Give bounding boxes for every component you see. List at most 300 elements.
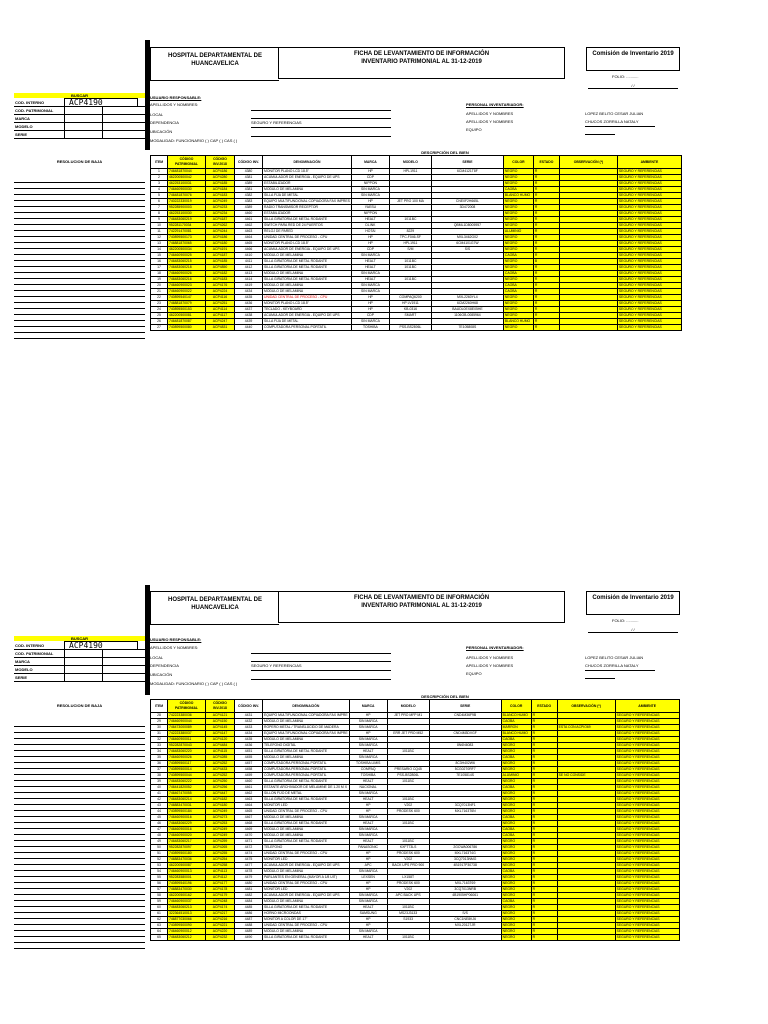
table-cell: ACP4250 bbox=[206, 779, 235, 785]
table-cell: 4468 bbox=[235, 821, 263, 827]
table-cell: 4479 bbox=[235, 875, 263, 881]
modelo-row bbox=[14, 123, 145, 131]
table-cell: NEGRO bbox=[501, 749, 531, 755]
table-cell: 1011BC bbox=[389, 265, 431, 271]
table-cell: SIN MARCA bbox=[351, 187, 389, 193]
ficha-title bbox=[278, 591, 565, 623]
table-cell: 1011BC bbox=[387, 797, 429, 803]
buscar-label[interactable]: BUSCAR bbox=[14, 636, 145, 641]
table-cell: 952283580001 bbox=[168, 875, 206, 881]
table-cell: KB-0316 bbox=[389, 307, 431, 313]
table-cell: SEGURO Y REFERENCIAS bbox=[615, 923, 679, 929]
table-cell: ACP4115 bbox=[206, 749, 235, 755]
table-cell: CAOBA bbox=[503, 253, 533, 259]
personal-name2: CHUCOS ZORRILLA NATALY bbox=[585, 663, 639, 668]
table-cell: R bbox=[531, 917, 557, 923]
table-cell: 25 bbox=[151, 313, 168, 319]
table-cell: ACP4112 bbox=[206, 875, 235, 881]
table-cell: R bbox=[531, 791, 557, 797]
table-cell: R bbox=[533, 277, 559, 283]
usuario-title: USUARIO RESPONSABLE: bbox=[150, 95, 202, 100]
table-cell: 65 bbox=[151, 935, 168, 941]
column-header-serie: SERIE bbox=[431, 156, 503, 169]
table-cell: SEGURO Y REFERENCIAS bbox=[617, 169, 681, 175]
buscar-label[interactable]: BUSCAR bbox=[14, 93, 145, 98]
folio-date: / / bbox=[588, 83, 678, 89]
table-cell: 746483060229 bbox=[168, 821, 206, 827]
table-cell: 746481870076 bbox=[168, 193, 206, 199]
table-row[interactable] bbox=[151, 325, 682, 331]
table-cell: SEGURO Y REFERENCIAS bbox=[617, 313, 681, 319]
table-cell: 746483060219 bbox=[168, 217, 206, 223]
column-header-codigo-patrimonial: CÓDIGO PATRIMONIAL bbox=[168, 156, 206, 169]
table-cell: R bbox=[531, 839, 557, 845]
table-cell: 4465 bbox=[235, 809, 263, 815]
table-cell: NEGRO bbox=[503, 247, 533, 253]
table-cell: SEGURO Y REFERENCIAS bbox=[615, 857, 679, 863]
table-cell: 746460900023 bbox=[168, 283, 206, 289]
table-cell: 34 bbox=[151, 749, 168, 755]
table-cell: HP bbox=[351, 295, 389, 301]
table-cell: HP bbox=[349, 713, 387, 719]
table-cell: 1011BC bbox=[389, 277, 431, 283]
table-cell: 4485 bbox=[235, 905, 263, 911]
table-cell: CAOBA bbox=[503, 283, 533, 289]
table-cell: SIN MARCA bbox=[351, 319, 389, 325]
table-cell: TPC-F046-SF bbox=[389, 235, 431, 241]
table-cell: SEGURO Y REFERENCIAS bbox=[615, 713, 679, 719]
cod-patrimonial-label: COD. PATRIMONIAL bbox=[15, 651, 54, 656]
table-cell: R bbox=[531, 929, 557, 935]
personal-title: PERSONAL INVENTARIADOR: bbox=[466, 102, 524, 107]
inventory-table bbox=[150, 699, 680, 941]
resolucion-label: RESOLUCION DE BAJA bbox=[56, 159, 103, 164]
table-cell: B bbox=[533, 259, 559, 265]
table-cell: 4389 bbox=[235, 205, 263, 211]
table-cell: 57 bbox=[151, 887, 168, 893]
table-cell: SIN MARCA bbox=[351, 289, 389, 295]
table-cell: 6CM2260H68 bbox=[431, 301, 503, 307]
table-cell: SEGURO Y REFERENCIAS bbox=[617, 217, 681, 223]
table-cell: HEALT bbox=[349, 935, 387, 941]
table-cell: 462200500034 bbox=[168, 247, 206, 253]
table-cell: NEGRO bbox=[503, 325, 533, 331]
table-cell: CND4M36F9B bbox=[429, 713, 501, 719]
table-cell: CNE0F2H665L bbox=[431, 199, 503, 205]
table-cell: R bbox=[531, 857, 557, 863]
table-cell: UNIDAD CENTRAL DE PROCESO - CPU bbox=[263, 235, 352, 241]
table-cell: 3D472008 bbox=[431, 205, 503, 211]
table-cell: ACP4233 bbox=[206, 205, 235, 211]
table-cell: NEGRO bbox=[501, 929, 531, 935]
table-cell: ACP4252 bbox=[206, 761, 235, 767]
table-cell: ACP4186 bbox=[206, 235, 235, 241]
table-cell: CDP bbox=[351, 313, 389, 319]
table-cell: R bbox=[533, 307, 559, 313]
table-cell: 12 bbox=[151, 235, 168, 241]
table-cell: 740899500173 bbox=[168, 235, 206, 241]
table-cell: ACP4179 bbox=[206, 893, 235, 899]
table-cell: SEGURO Y REFERENCIAS bbox=[615, 893, 679, 899]
table-cell: HP bbox=[351, 199, 389, 205]
table-cell: 462253100031 bbox=[168, 181, 206, 187]
table-cell: 746460900025 bbox=[168, 253, 206, 259]
table-cell: SILLA GIRATORIA DE METAL RODANTE bbox=[263, 265, 352, 271]
table-cell: 1106OB-0085964 bbox=[431, 313, 503, 319]
column-header-codigo-inv: CÓDIGO INV. bbox=[235, 700, 263, 713]
table-cell: SEGURO Y REFERENCIAS bbox=[617, 301, 681, 307]
table-cell: 4478 bbox=[235, 869, 263, 875]
table-cell: MONITOR LED bbox=[263, 803, 350, 809]
cod-interno-input[interactable]: ACP4190 bbox=[64, 641, 138, 650]
table-cell: NEGRO bbox=[501, 809, 531, 815]
table-cell: 742223380036 bbox=[168, 713, 206, 719]
table-cell: 19 bbox=[151, 277, 168, 283]
table-cell: 4474 bbox=[235, 851, 263, 857]
table-cell: 4461 bbox=[235, 785, 263, 791]
table-cell: R bbox=[531, 815, 557, 821]
table-cell: 58 bbox=[151, 893, 168, 899]
table-cell bbox=[429, 935, 501, 941]
table-cell: SEGURO Y REFERENCIAS bbox=[617, 277, 681, 283]
table-cell: LX158T bbox=[387, 875, 429, 881]
table-cell: 4389 bbox=[235, 181, 263, 187]
table-cell: 740899500180 bbox=[168, 851, 206, 857]
table-cell: 4460 bbox=[235, 211, 263, 217]
personal-ap2: APELLIDOS Y NOMBRES bbox=[466, 663, 514, 668]
table-cell: 16 bbox=[151, 259, 168, 265]
table-cell: 41 bbox=[151, 791, 168, 797]
column-header-item: ITEM bbox=[151, 700, 168, 713]
table-cell: 746877030066 bbox=[168, 917, 206, 923]
table-cell: ACP4185 bbox=[206, 259, 235, 265]
table-cell: NEGRO bbox=[501, 923, 531, 929]
table-cell: ACP4249 bbox=[206, 827, 235, 833]
table-cell: 55 bbox=[151, 875, 168, 881]
table-cell: ACP4180 bbox=[206, 803, 235, 809]
column-header-ambiente: AMBIENTE bbox=[615, 700, 679, 713]
table-cell: SEGURO Y REFERENCIAS bbox=[615, 911, 679, 917]
table-cell: SILLA FIJA DE METAL bbox=[263, 319, 352, 325]
table-cell: ACP4121 bbox=[206, 713, 235, 719]
table-cell: 52 bbox=[151, 857, 168, 863]
table-cell: SEGURO Y REFERENCIAS bbox=[617, 187, 681, 193]
table-cell: R bbox=[533, 235, 559, 241]
table-cell: DLINK bbox=[351, 223, 389, 229]
table-cell: R bbox=[531, 749, 557, 755]
table-cell: PANASONIC bbox=[349, 845, 387, 851]
table-cell: 746483060218 bbox=[168, 265, 206, 271]
table-cell: ACP4221 bbox=[206, 923, 235, 929]
table-cell: 952285900003 bbox=[168, 205, 206, 211]
table-cell: 26 bbox=[151, 319, 168, 325]
table-cell: 35 bbox=[151, 755, 168, 761]
table-cell: 28 bbox=[151, 713, 168, 719]
table-cell: R bbox=[531, 755, 557, 761]
marca-row bbox=[14, 115, 145, 123]
table-cell: SIN MARCA bbox=[351, 253, 389, 259]
table-cell: 740899500014 bbox=[168, 767, 206, 773]
table-cell: MODULO DE MELAMINA bbox=[263, 869, 350, 875]
table-cell: 4461 bbox=[235, 217, 263, 223]
table-cell: 4486 bbox=[235, 911, 263, 917]
table-cell: NEGRO bbox=[501, 839, 531, 845]
usuario-modalidad: MODALIDAD: FUNCIONARIO ( ) CAP ( ) CAS ( ) bbox=[150, 681, 238, 686]
column-header-denominacion: DENOMINACIÓN bbox=[263, 156, 352, 169]
table-cell: 740899500044 bbox=[168, 773, 206, 779]
table-cell: R bbox=[531, 869, 557, 875]
table-cell: NEGRO bbox=[501, 743, 531, 749]
table-cell: R bbox=[531, 797, 557, 803]
table-cell: NEGRO bbox=[501, 791, 531, 797]
table-cell: CNC1NE8KJ6 bbox=[429, 917, 501, 923]
table-cell: 4477 bbox=[235, 863, 263, 869]
table-cell: MODULO DE MELAMINA bbox=[263, 271, 352, 277]
table-cell: CDP bbox=[351, 247, 389, 253]
table-cell: 23 bbox=[151, 301, 168, 307]
table-cell: ACUMULADOR DE ENERGIA - EQUIPO DE UPS bbox=[263, 863, 350, 869]
table-cell: HEALT bbox=[349, 905, 387, 911]
table-cell: 1011BC bbox=[389, 259, 431, 265]
table-cell: SEGURO Y REFERENCIAS bbox=[617, 259, 681, 265]
table-cell: 746467470055 bbox=[168, 791, 206, 797]
serie-label: SERIE bbox=[15, 675, 28, 680]
table-cell: 742291470081 bbox=[168, 229, 206, 235]
table-cell: SEGURO Y REFERENCIAS bbox=[615, 815, 679, 821]
table-cell: 61 bbox=[151, 911, 168, 917]
table-cell: CAOBA bbox=[503, 187, 533, 193]
table-cell: 4482 bbox=[235, 893, 263, 899]
table-cell: R bbox=[531, 773, 557, 779]
table-cell: ACP4259 bbox=[206, 839, 235, 845]
table-cell: ACP4252 bbox=[206, 773, 235, 779]
table-cell: CAOBA bbox=[501, 827, 531, 833]
cod-interno-row bbox=[14, 99, 145, 107]
table-cell: 18 bbox=[151, 271, 168, 277]
table-cell: ACP4249 bbox=[206, 809, 235, 815]
table-cell: 6 bbox=[151, 199, 168, 205]
table-cell: SEGURO Y REFERENCIAS bbox=[615, 749, 679, 755]
table-cell: 1011BC bbox=[387, 821, 429, 827]
table-cell: COMPUTADORA PERSONAL PORTATIL bbox=[263, 767, 350, 773]
table-cell: SILLA FIJA DE METAL bbox=[263, 193, 352, 199]
table-cell: HEALT bbox=[351, 277, 389, 283]
table-cell: PRESARIO CQ45 bbox=[387, 767, 429, 773]
table-cell: NEGRO bbox=[501, 797, 531, 803]
table-cell: SEGURO Y REFERENCIAS bbox=[615, 827, 679, 833]
table-cell: 4440 bbox=[235, 325, 263, 331]
table-cell: ACP4251 bbox=[206, 301, 235, 307]
table-cell: SIN MARCA bbox=[349, 725, 387, 731]
table-cell: 746460900012 bbox=[168, 929, 206, 935]
table-cell: 51 bbox=[151, 851, 168, 857]
table-cell: MODULO DE MELAMINA bbox=[263, 815, 350, 821]
table-cell: 740899500117 bbox=[168, 761, 206, 767]
table-cell: ACP4186 bbox=[206, 169, 235, 175]
cod-interno-label: COD. INTERNO bbox=[15, 100, 45, 105]
table-cell: 40 bbox=[151, 785, 168, 791]
table-cell: SEGURO Y REFERENCIAS bbox=[617, 199, 681, 205]
table-cell: MS23J3133 bbox=[387, 911, 429, 917]
table-cell: RADIO TRANSMISOR RECEPTOR bbox=[263, 205, 352, 211]
table-cell: ACP4254 bbox=[206, 857, 235, 863]
table-cell: 4432 bbox=[235, 719, 263, 725]
table-cell: 1011BC bbox=[387, 779, 429, 785]
table-cell: ACP4244 bbox=[206, 229, 235, 235]
table-cell: SILLON FIJO DE METAL bbox=[263, 791, 350, 797]
table-cell: 53 bbox=[151, 863, 168, 869]
table-cell: 952282870043 bbox=[168, 743, 206, 749]
table-cell: SEGURO Y REFERENCIAS bbox=[617, 175, 681, 181]
table-cell: NEGRO bbox=[503, 217, 533, 223]
table-cell: 746460900030 bbox=[168, 187, 206, 193]
table-cell: 9 bbox=[151, 217, 168, 223]
table-cell: CAOBA bbox=[501, 737, 531, 743]
table-cell: SEGURO Y REFERENCIAS bbox=[617, 265, 681, 271]
table-cell: 746460900016 bbox=[168, 815, 206, 821]
table-cell: MXL7163T69 bbox=[429, 881, 501, 887]
table-cell: NEGRO bbox=[501, 875, 531, 881]
table-cell: 746483060214 bbox=[168, 797, 206, 803]
table-cell: SEGURO Y REFERENCIAS bbox=[615, 863, 679, 869]
table-cell: NEGRO bbox=[501, 905, 531, 911]
table-cell: 24 bbox=[151, 307, 168, 313]
table-cell: SEGURO Y REFERENCIAS bbox=[617, 193, 681, 199]
table-cell: CAOBA bbox=[501, 833, 531, 839]
serie-row bbox=[14, 674, 145, 682]
table-cell: SEGURO Y REFERENCIAS bbox=[615, 809, 679, 815]
table-cell: 746460900026 bbox=[168, 755, 206, 761]
table-cell: SIN MARCA bbox=[349, 893, 387, 899]
descripcion-header: DESCRIPCIÓN DEL BIEN bbox=[421, 694, 469, 699]
table-cell: 746441820052 bbox=[168, 785, 206, 791]
table-cell: ACP4191 bbox=[206, 247, 235, 253]
ficha-line1: FICHA DE LEVANTAMIENTO DE INFORMACIÓN bbox=[353, 595, 490, 601]
table-cell: 8N6N6083 bbox=[429, 743, 501, 749]
table-cell: MONITOR PLANO LCD 18.5" bbox=[263, 169, 352, 175]
table-cell: SEGURO Y REFERENCIAS bbox=[615, 725, 679, 731]
table-cell: 740895500153 bbox=[168, 307, 206, 313]
table-cell: SEGURO Y REFERENCIAS bbox=[615, 905, 679, 911]
column-header-estado: ESTADO bbox=[531, 700, 557, 713]
table-cell: ACP4183 bbox=[206, 193, 235, 199]
table-cell: 4487 bbox=[235, 917, 263, 923]
personal-title: PERSONAL INVENTARIADOR: bbox=[466, 645, 524, 650]
table-cell: 746881870065 bbox=[168, 241, 206, 247]
table-cell: SILLA GIRATORIA DE METAL RODANTE bbox=[263, 749, 350, 755]
table-cell: R bbox=[533, 325, 559, 331]
table-cell: NIPPON bbox=[351, 211, 389, 217]
usuario-dependencia: DEPENDENCIA bbox=[150, 120, 179, 125]
table-cell: 746483060213 bbox=[168, 905, 206, 911]
table-cell: SEGURO Y REFERENCIAS bbox=[615, 869, 679, 875]
table-cell: PRODESK 600 bbox=[387, 851, 429, 857]
table-cell: R bbox=[533, 181, 559, 187]
folio-date: / / bbox=[588, 627, 678, 633]
table-cell: CAOBA bbox=[501, 869, 531, 875]
usuario-local: LOCAL bbox=[150, 112, 164, 117]
cod-interno-input[interactable]: ACP4190 bbox=[64, 98, 138, 107]
table-cell: TELEFONO bbox=[263, 845, 350, 851]
table-cell: SIN MARCA bbox=[349, 755, 387, 761]
table-cell: HEALT bbox=[349, 821, 387, 827]
table-cell: 4463 bbox=[235, 797, 263, 803]
table-cell: 4484 bbox=[235, 899, 263, 905]
table-cell: 4382 bbox=[235, 193, 263, 199]
table-cell: RELOJ DE PARED bbox=[263, 229, 352, 235]
table-cell: 4462 bbox=[235, 223, 263, 229]
resolucion-cell bbox=[14, 943, 145, 949]
table-cell: 740899540196 bbox=[168, 881, 206, 887]
table-cell: R bbox=[533, 271, 559, 277]
table-cell: 462200500087 bbox=[168, 863, 206, 869]
table-cell: ACP4280 bbox=[206, 175, 235, 181]
table-cell: 46 bbox=[151, 821, 168, 827]
table-cell: 740899500080 bbox=[168, 325, 206, 331]
table-cell: SEGURO Y REFERENCIAS bbox=[615, 821, 679, 827]
table-cell bbox=[557, 935, 615, 941]
table-cell: ACP4258 bbox=[206, 863, 235, 869]
table-cell: TOSHIBA bbox=[351, 325, 389, 331]
column-header-modelo: MODELO bbox=[389, 156, 431, 169]
table-cell: R bbox=[533, 217, 559, 223]
table-cell: 2 bbox=[151, 175, 168, 181]
table-cell: 746473000089 bbox=[168, 725, 206, 731]
table-cell: R bbox=[531, 713, 557, 719]
table-cell: R bbox=[533, 283, 559, 289]
cod-interno-label: COD. INTERNO bbox=[15, 643, 45, 648]
table-cell: CAOBA bbox=[501, 785, 531, 791]
table-cell: ACP4224 bbox=[206, 289, 235, 295]
table-cell: 3CQ7013NF1 bbox=[429, 803, 501, 809]
resolucion-column bbox=[14, 721, 145, 949]
table-cell: 33 bbox=[151, 743, 168, 749]
table-cell: SEGURO Y REFERENCIAS bbox=[617, 283, 681, 289]
table-cell: NEGRO bbox=[501, 779, 531, 785]
table-cell: S/S bbox=[429, 911, 501, 917]
table-cell: 48 bbox=[151, 833, 168, 839]
column-header-color: COLOR bbox=[503, 156, 533, 169]
table-cell: NACIONAL bbox=[349, 785, 387, 791]
table-cell: HP bbox=[349, 881, 387, 887]
table-cell: 4410 bbox=[235, 253, 263, 259]
table-cell: R bbox=[531, 893, 557, 899]
table-cell: MODULO DE MELAMINA bbox=[263, 253, 352, 259]
table-cell: R bbox=[531, 899, 557, 905]
table-cell: ACP4120 bbox=[206, 737, 235, 743]
table-cell: MODULO DE MELAMINA bbox=[263, 833, 350, 839]
table-cell: HORNO MICROONDAS bbox=[263, 911, 350, 917]
table-cell: 4434 bbox=[235, 731, 263, 737]
table-cell: 4463 bbox=[235, 229, 263, 235]
table-cell: NEGRO bbox=[501, 917, 531, 923]
table-cell: R bbox=[533, 223, 559, 229]
table-cell: SEGURO Y REFERENCIAS bbox=[615, 851, 679, 857]
table-cell: SEGURO Y REFERENCIAS bbox=[615, 929, 679, 935]
table-cell: EQUIPO MULTIFUNCIONAL COPIADORA FAX IMPRES bbox=[264, 199, 350, 203]
table-cell: COMPUTADORA PERSONAL PORTATIL bbox=[263, 773, 350, 779]
table-cell: 4472 bbox=[235, 845, 263, 851]
table-cell: R bbox=[531, 845, 557, 851]
table-cell: EQUIPO MULTIFUNCIONAL COPIADORA FAX IMPRE bbox=[264, 731, 348, 735]
table-cell: SIN MARCA bbox=[351, 283, 389, 289]
table-cell: 322364510013 bbox=[168, 911, 206, 917]
table-row[interactable] bbox=[151, 935, 680, 941]
table-cell: 4488 bbox=[235, 923, 263, 929]
table-cell: ACUMULADOR DE ENERGIA - EQUIPO DE UPS bbox=[263, 175, 352, 181]
table-cell: R bbox=[533, 193, 559, 199]
table-cell: 45 bbox=[151, 815, 168, 821]
